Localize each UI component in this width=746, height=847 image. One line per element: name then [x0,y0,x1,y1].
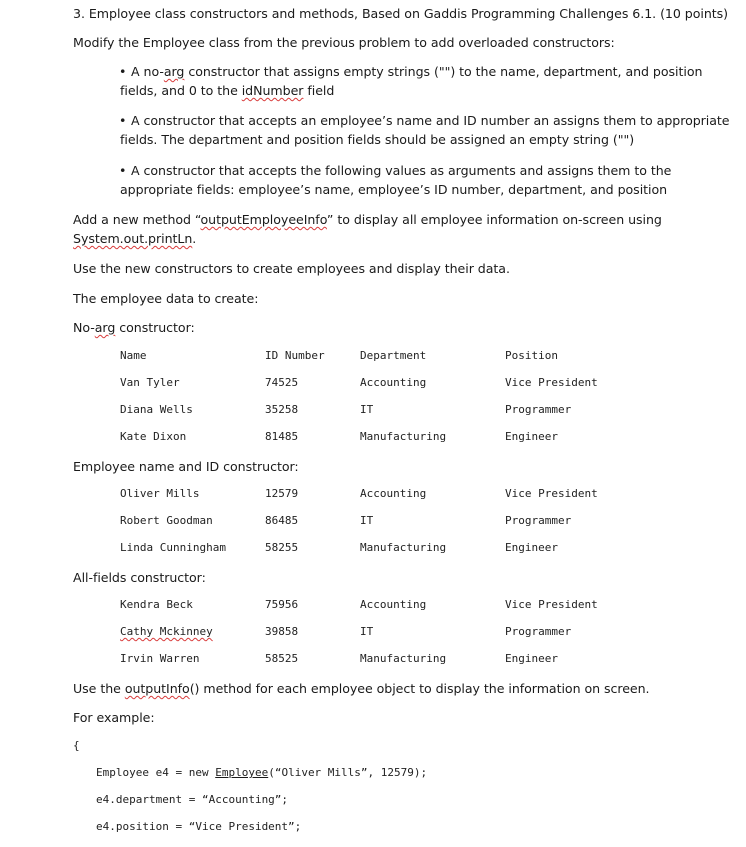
spellcheck-word: System.out.printLn [73,231,193,246]
question-title: 3. Employee class constructors and methods, Based on Gaddis Programming Challenges 6.1. (10 points) [73,6,729,21]
data-intro-paragraph: The employee data to create: [73,291,259,306]
bullet-2-line-2: fields. The department and position fields should be assigned an empty string ("") [120,132,635,147]
table-cell-id: 39858 [265,625,299,638]
table-cell-position: Vice President [505,598,598,611]
table-cell-name: Van Tyler [120,376,180,389]
table-cell-id: 12579 [265,487,299,500]
spellcheck-word: arg [163,64,185,79]
nameid-heading: Employee name and ID constructor: [73,459,299,474]
table-cell-id: 86485 [265,514,299,527]
spellcheck-word: Employee [215,766,269,779]
table-header-name: Name [120,349,147,362]
intro-paragraph: Modify the Employee class from the previous problem to add overloaded constructors: [73,35,615,50]
table-cell-position: Vice President [505,487,598,500]
table-cell-department: IT [360,514,374,527]
noarg-heading: No-arg constructor: [73,320,195,335]
bullet-dot: • [119,163,127,178]
table-cell-department: Accounting [360,376,427,389]
table-cell-department: Manufacturing [360,652,447,665]
table-cell-department: IT [360,403,374,416]
code-line-2: e4.department = “Accounting”; [96,793,289,806]
table-cell-position: Programmer [505,625,572,638]
table-cell-position: Programmer [505,403,572,416]
table-cell-position: Engineer [505,430,558,443]
table-cell-name: Irvin Warren [120,652,200,665]
bullet-dot: • [119,113,127,128]
table-cell-name: Kendra Beck [120,598,193,611]
table-cell-name [120,624,213,640]
table-header-position: Position [505,349,558,362]
table-cell-position: Engineer [505,541,558,554]
table-cell-name: Robert Goodman [120,514,213,527]
table-cell-id: 75956 [265,598,299,611]
table-header-id: ID Number [265,349,325,362]
table-cell-department: Accounting [360,487,427,500]
table-cell-department: IT [360,625,374,638]
table-cell-id: 81485 [265,430,299,443]
bullet-1-line-2: fields, and 0 to the idNumber field [120,83,335,98]
method-paragraph-line-2: System.out.printLn. [73,231,197,246]
table-cell-position: Engineer [505,652,558,665]
table-cell-department: Accounting [360,598,427,611]
table-cell-id: 74525 [265,376,299,389]
allfields-heading: All-fields constructor: [73,570,206,585]
bullet-1-line-1: A no-arg constructor that assigns empty strings ("") to the name, department, and position [131,64,703,79]
code-line-3: e4.position = “Vice President”; [96,820,302,833]
table-cell-id: 58525 [265,652,299,665]
table-cell-name: Linda Cunningham [120,541,226,554]
code-line-1: Employee e4 = new Employee(“Oliver Mills”, 12579); [96,766,428,779]
table-cell-id: 35258 [265,403,299,416]
code-open-brace: { [73,739,80,752]
bullet-3-line-1: A constructor that accepts the following values as arguments and assigns them to the [131,163,672,178]
table-cell-name: Oliver Mills [120,487,200,500]
use-constructors-paragraph: Use the new constructors to create employees and display their data. [73,261,510,276]
spellcheck-word: outputInfo [124,681,190,696]
table-cell-name: Diana Wells [120,403,193,416]
spellcheck-word: arg [94,320,116,335]
example-heading: For example: [73,710,155,725]
method-paragraph-line-1: Add a new method “outputEmployeeInfo” to display all employee information on-screen using [73,212,662,227]
spellcheck-word: idNumber [241,83,304,98]
spellcheck-word: outputEmployeeInfo [200,212,327,227]
output-info-paragraph: Use the outputInfo() method for each employee object to display the information on screen. [73,681,650,696]
bullet-2-line-1: A constructor that accepts an employee’s name and ID number an assigns them to appropriate [131,113,730,128]
bullet-dot: • [119,64,127,79]
table-header-department: Department [360,349,427,362]
table-cell-department: Manufacturing [360,541,447,554]
table-cell-position: Programmer [505,514,572,527]
spellcheck-word: Cathy Mckinney [120,625,213,638]
bullet-3-line-2: appropriate fields: employee’s name, employee’s ID number, department, and position [120,182,668,197]
table-cell-name: Kate Dixon [120,430,187,443]
table-cell-department: Manufacturing [360,430,447,443]
table-cell-position: Vice President [505,376,598,389]
table-cell-id: 58255 [265,541,299,554]
